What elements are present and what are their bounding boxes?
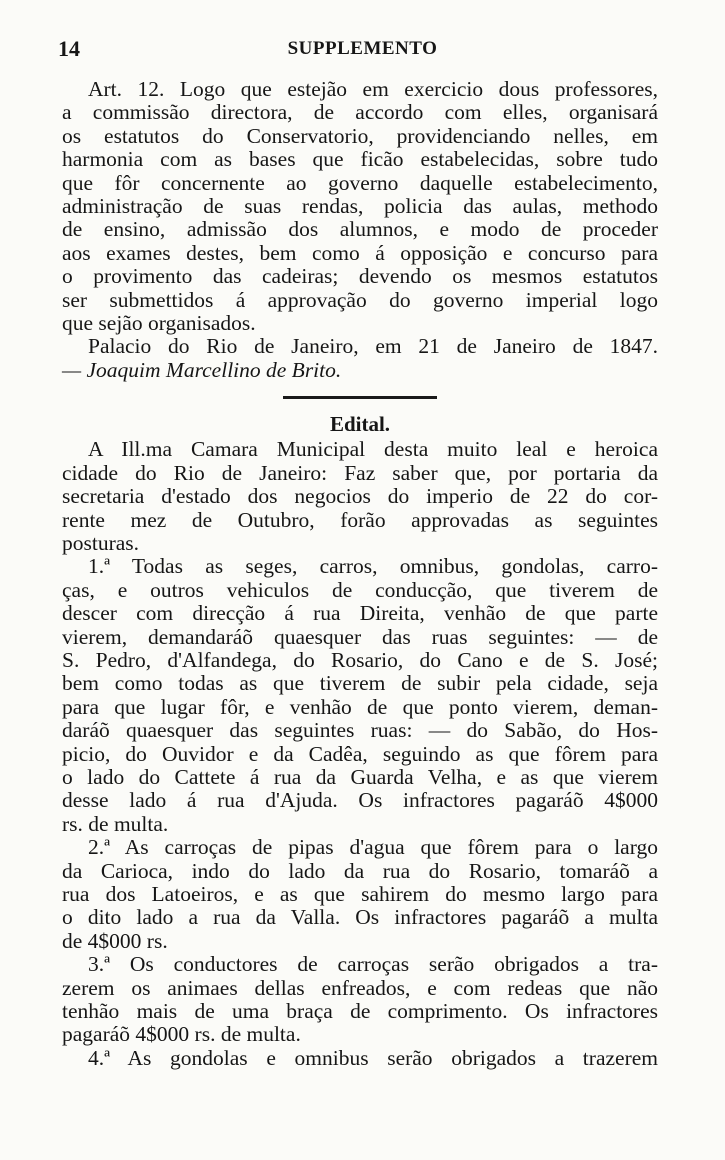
text-line: que sejão organisados. — [62, 311, 256, 336]
text-line: A Ill.ma Camara Municipal desta muito leal e heroica — [88, 437, 658, 462]
text-line: para que lugar fôr, e venhão de que ponto vierem, deman- — [62, 694, 658, 719]
text-line: cidade do Rio de Janeiro: Faz saber que, por portaria da — [62, 460, 658, 485]
text-line: 4.ª As gondolas e omnibus serão obrigados a trazerem — [88, 1045, 658, 1070]
text-line: de 4$000 rs. — [62, 928, 168, 953]
text-line: a commissão directora, de accordo com elles, organisará — [62, 100, 658, 125]
text-line: zerem os animaes dellas enfreados, e com redeas que não — [62, 975, 658, 1000]
text-line: o dito lado a rua da Valla. Os infractores pagaráõ a multa — [62, 905, 658, 930]
text-line: ser submettidos á approvação do governo imperial logo — [62, 287, 658, 312]
text-line: secretaria d'estado dos negocios do imperio de 22 do cor- — [62, 484, 658, 509]
text-line: os estatutos do Conservatorio, providenciando nelles, em — [62, 123, 658, 148]
text-line: aos exames destes, bem como á opposição e concurso para — [62, 240, 658, 265]
text-line: ças, e outros vehiculos de conducção, que tiverem de — [62, 577, 658, 602]
text-line: vierem, demandaráõ quaesquer das ruas seguintes: — de — [62, 624, 658, 649]
edital-section — [62, 411, 658, 1070]
page-number: 14 — [58, 36, 80, 61]
edital-intro — [62, 438, 658, 555]
running-title: SUPPLEMENTO — [287, 38, 438, 59]
text-line: desse lado á rua d'Ajuda. Os infractores pagaráõ 4$000 — [62, 788, 658, 813]
page-body — [62, 78, 658, 1070]
text-line: o lado do Cattete á rua da Guarda Velha, e as que vierem — [62, 764, 658, 789]
text-line: S. Pedro, d'Alfandega, do Rosario, do Cano e de S. José; — [62, 647, 658, 672]
text-line: Art. 12. Logo que estejão em exercicio dous professores, — [88, 77, 658, 101]
text-line: 1.ª Todas as seges, carros, omnibus, gondolas, carro- — [88, 554, 658, 579]
text-line: da Carioca, indo do lado da rua do Rosario, tomaráõ a — [62, 858, 658, 883]
text-line: o provimento das cadeiras; devendo os mesmos estatutos — [62, 264, 658, 289]
postura-item-4 — [62, 1047, 658, 1070]
signature: — Joaquim Marcellino de Brito. — [62, 357, 342, 382]
text-line: de ensino, admissão dos alumnos, e modo de proceder — [62, 217, 658, 242]
text-line: tenhão mais de uma braça de comprimento. Os infractores — [62, 999, 658, 1024]
text-line: descer com direcção á rua Direita, venhão de que parte — [62, 601, 658, 626]
text-line: daráõ quaesquer das seguintes ruas: — do Sabão, do Hos- — [62, 718, 658, 743]
text-line: rua dos Latoeiros, e as que sahirem do mesmo largo para — [62, 882, 658, 906]
page-header — [0, 36, 725, 66]
postura-item-2 — [62, 836, 658, 953]
postura-item-3 — [62, 953, 658, 1047]
text-line: administração de suas rendas, policia das aulas, methodo — [62, 194, 658, 219]
section-heading: Edital. — [329, 412, 391, 437]
article-12 — [62, 78, 658, 382]
text-line: harmonia com as bases que ficão estabelecidas, sobre tudo — [62, 147, 658, 172]
text-line: posturas. — [62, 530, 140, 555]
text-line: que fôr concernente ao governo daquelle estabelecimento, — [62, 170, 658, 195]
text-line: pagaráõ 4$000 rs. de multa. — [62, 1022, 301, 1047]
text-line: picio, do Ouvidor e da Cadêa, seguindo as que fôrem para — [62, 741, 658, 766]
text-line: 3.ª Os conductores de carroças serão obrigados a tra- — [88, 952, 658, 977]
dateline: Palacio do Rio de Janeiro, em 21 de Janeiro de 1847. — [88, 334, 658, 359]
text-line: 2.ª As carroças de pipas d'agua que fôrem para o largo — [88, 835, 658, 860]
postura-item-1 — [62, 555, 658, 836]
text-line: rente mez de Outubro, forão approvadas as seguintes — [62, 507, 658, 532]
text-line: rs. de multa. — [62, 811, 169, 836]
text-line: bem como todas as que tiverem de subir pela cidade, seja — [62, 671, 658, 696]
section-divider — [283, 396, 437, 399]
